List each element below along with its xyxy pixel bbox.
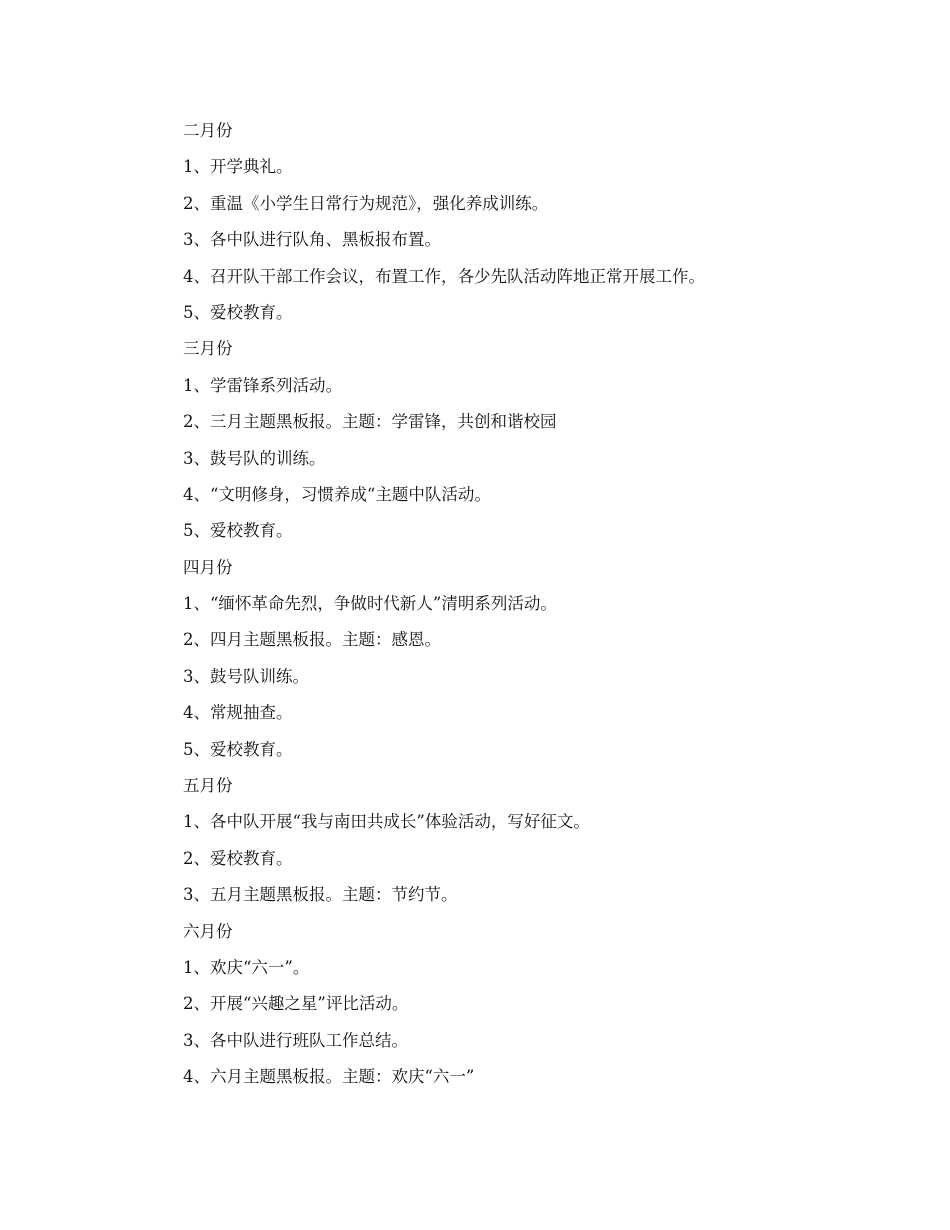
- list-item: 2、重温《小学生日常行为规范》，强化养成训练。: [183, 193, 549, 213]
- list-item: 3、各中队进行班队工作总结。: [183, 1030, 408, 1050]
- list-item: 1、开学典礼。: [183, 157, 293, 177]
- list-item: 4、六月主题黑板报。主题：欢庆“六一”: [183, 1067, 475, 1087]
- document-body: [183, 113, 883, 1096]
- list-item: 5、爱校教育。: [183, 302, 293, 322]
- list-item: 1、学雷锋系列活动。: [183, 375, 342, 395]
- list-item: 2、爱校教育。: [183, 848, 293, 868]
- list-item: 1、欢庆“六一”。: [183, 957, 310, 977]
- list-item: 2、开展“兴趣之星”评比活动。: [183, 994, 409, 1014]
- list-item: 4、召开队干部工作会议，布置工作，各少先队活动阵地正常开展工作。: [183, 266, 705, 286]
- section-heading: 三月份: [183, 339, 233, 359]
- list-item: 3、鼓号队的训练。: [183, 448, 326, 468]
- section-heading: 六月份: [183, 921, 233, 941]
- list-item: 1、“缅怀革命先烈，争做时代新人”清明系列活动。: [183, 594, 557, 614]
- list-item: 1、各中队开展“我与南田共成长”体验活动，写好征文。: [183, 812, 590, 832]
- list-item: 5、爱校教育。: [183, 521, 293, 541]
- list-item: 5、爱校教育。: [183, 739, 293, 759]
- list-item: 4、“文明修身，习惯养成“主题中队活动。: [183, 484, 491, 504]
- section-heading: 四月份: [183, 557, 233, 577]
- list-item: 2、四月主题黑板报。主题：感恩。: [183, 630, 441, 650]
- list-item: 2、三月主题黑板报。主题：学雷锋，共创和谐校园: [183, 412, 557, 432]
- list-item: 3、鼓号队训练。: [183, 666, 309, 686]
- list-item: 3、各中队进行队角、黑板报布置。: [183, 230, 441, 250]
- list-item: 4、常规抽查。: [183, 703, 293, 723]
- section-heading: 五月份: [183, 776, 233, 796]
- list-item: 3、五月主题黑板报。主题：节约节。: [183, 885, 458, 905]
- section-heading: 二月份: [183, 121, 233, 140]
